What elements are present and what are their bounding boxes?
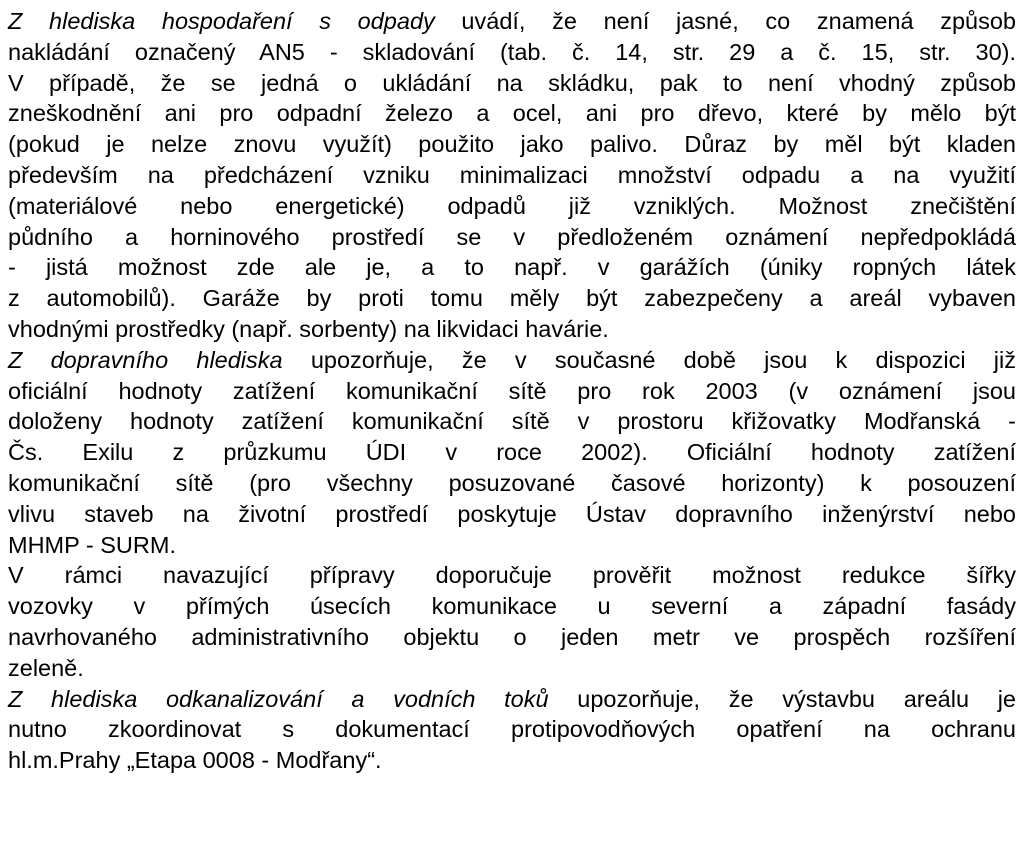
body-text: uvádí, že není jasné, co znamená způsob: [434, 8, 1016, 34]
body-text: V případě, že se jedná o ukládání na skládku, pak to není vhodný způsob: [8, 69, 1016, 96]
body-text: zneškodnění ani pro odpadní železo a ocel, ani pro dřevo, které by mělo být: [8, 100, 1016, 127]
text-line: [8, 345, 1016, 376]
text-line: [8, 437, 1016, 468]
body-text: vhodnými prostředky (např. sorbenty) na likvidaci havárie.: [8, 315, 609, 342]
body-text: z automobilů). Garáže by proti tomu měly být zabezpečeny a areál vybaven: [8, 285, 1016, 312]
body-text: nakládání označený AN5 - skladování (tab. č. 14, str. 29 a č. 15, str. 30).: [8, 38, 1016, 65]
body-text: vlivu staveb na životní prostředí poskytuje Ústav dopravního inženýrství nebo: [8, 500, 1016, 527]
body-text: V rámci navazující přípravy doporučuje prověřit možnost redukce šířky: [8, 562, 1016, 589]
body-text: Čs. Exilu z průzkumu ÚDI v roce 2002). Oficiální hodnoty zatížení: [8, 439, 1016, 466]
text-line: [8, 283, 1016, 314]
body-text: MHMP - SURM.: [8, 531, 176, 558]
italic-heading-text: Z hlediska odkanalizování a vodních toků: [8, 685, 549, 712]
text-line: [8, 37, 1016, 68]
text-line: [8, 376, 1016, 407]
body-text: (pokud je nelze znovu využít) použito jako palivo. Důraz by měl být kladen: [8, 131, 1016, 158]
text-line: [8, 129, 1016, 160]
italic-heading-text: Z dopravního hlediska: [8, 346, 283, 373]
body-text: doloženy hodnoty zatížení komunikační sítě v prostoru křižovatky Modřanská -: [8, 408, 1016, 435]
text-line: [8, 252, 1016, 283]
body-text: komunikační sítě (pro všechny posuzované časové horizonty) k posouzení: [8, 469, 1016, 496]
text-line: [8, 591, 1016, 622]
text-line: [8, 684, 1016, 715]
body-text: - jistá možnost zde ale je, a to např. v garážích (úniky ropných látek: [8, 254, 1016, 281]
text-line: [8, 653, 1016, 684]
text-line: [8, 314, 1016, 345]
text-line: [8, 160, 1016, 191]
text-line: [8, 560, 1016, 591]
body-text: především na předcházení vzniku minimalizaci množství odpadu a na využití: [8, 161, 1016, 188]
body-text: zeleně.: [8, 654, 84, 681]
body-text: nutno zkoordinovat s dokumentací protipovodňových opatření na ochranu: [8, 716, 1016, 743]
text-line: [8, 530, 1016, 561]
body-text: vozovky v přímých úsecích komunikace u severní a západní fasády: [8, 593, 1016, 620]
text-line: [8, 745, 1016, 776]
body-text: navrhovaného administrativního objektu o jeden metr ve prospěch rozšíření: [8, 623, 1016, 650]
italic-heading-text: Z hlediska hospodaření s odpady: [8, 8, 435, 34]
text-line: [8, 499, 1016, 530]
body-text: (materiálové nebo energetické) odpadů již vzniklých. Možnost znečištění: [8, 192, 1016, 219]
body-text: upozorňuje, že výstavbu areálu je: [548, 685, 1016, 712]
text-line: [8, 222, 1016, 253]
text-line: [8, 714, 1016, 745]
body-text: upozorňuje, že v současné době jsou k dispozici již: [282, 346, 1016, 373]
body-text: oficiální hodnoty zatížení komunikační sítě pro rok 2003 (v oznámení jsou: [8, 377, 1016, 404]
text-line: [8, 468, 1016, 499]
text-line: [8, 406, 1016, 437]
body-text: hl.m.Prahy „Etapa 0008 - Modřany“.: [8, 747, 382, 774]
text-line: [8, 6, 1016, 37]
document-page: [8, 6, 1016, 776]
text-line: [8, 68, 1016, 99]
text-line: [8, 191, 1016, 222]
text-line: [8, 622, 1016, 653]
body-text: půdního a horninového prostředí se v předloženém oznámení nepředpokládá: [8, 223, 1016, 250]
text-line: [8, 98, 1016, 129]
